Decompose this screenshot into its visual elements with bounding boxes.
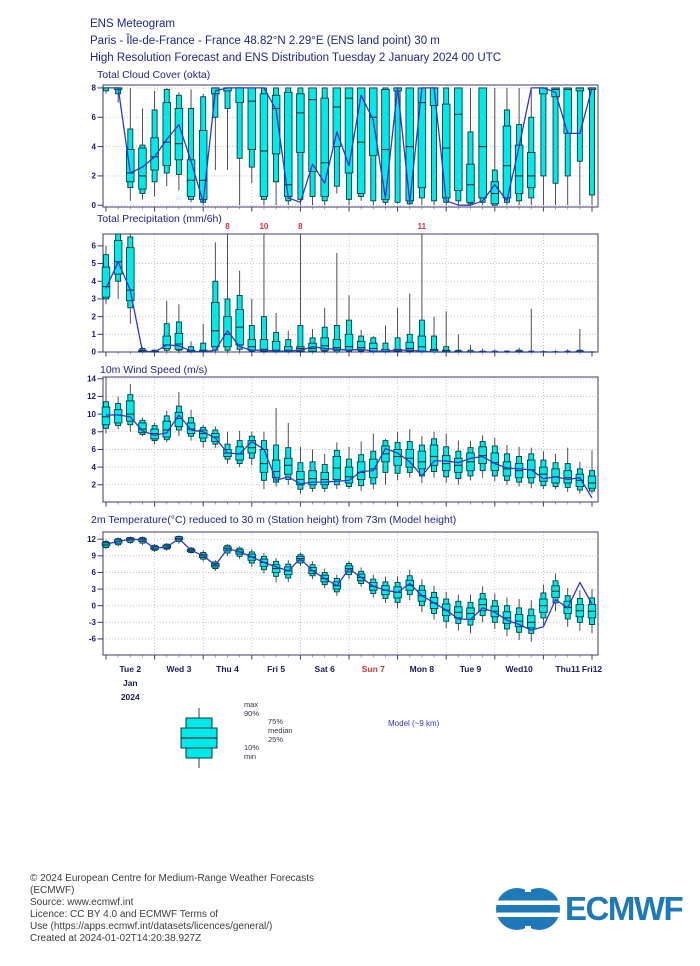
svg-text:6: 6 xyxy=(91,568,96,578)
svg-text:6: 6 xyxy=(91,445,96,455)
footer-line: Source: www.ecmwf.int xyxy=(30,897,134,908)
footer-line: Use (https://apps.ecmwf.int/datasets/licences/general/) xyxy=(30,921,273,932)
footer-attribution xyxy=(30,873,314,945)
precip-overflow-label: 8 xyxy=(298,222,303,231)
svg-text:0: 0 xyxy=(91,601,96,611)
legend-label-max: max xyxy=(244,700,259,709)
chart-title-cloud-cover: Total Cloud Cover (okta) xyxy=(97,69,211,81)
day-label: Fri 5 xyxy=(267,664,286,674)
footer-line: © 2024 European Centre for Medium-Range Weather Forecasts xyxy=(30,873,314,884)
total-cloud-cover-plot xyxy=(92,84,598,212)
legend-label-median: median xyxy=(268,726,293,735)
svg-text:3: 3 xyxy=(91,584,96,594)
legend-box-glyph xyxy=(181,708,217,768)
day-label: Sat 6 xyxy=(314,664,335,674)
precip-overflow-label: 10 xyxy=(259,222,269,231)
day-label: Thu11 xyxy=(555,664,580,674)
legend-label-min: min xyxy=(244,752,257,761)
total-precipitation-plot xyxy=(92,222,598,357)
svg-text:6: 6 xyxy=(91,241,96,251)
svg-text:2: 2 xyxy=(91,480,96,490)
precip-overflow-label: 11 xyxy=(417,222,427,231)
svg-text:4: 4 xyxy=(91,142,96,152)
svg-text:10: 10 xyxy=(87,409,96,419)
svg-text:0: 0 xyxy=(91,347,96,357)
day-label: Tue 9 xyxy=(459,664,482,674)
day-label: Wed 3 xyxy=(166,664,192,674)
ecmwf-logo-text: ECMWF xyxy=(565,890,683,927)
svg-text:8: 8 xyxy=(91,83,96,93)
wind-speed-10m-plot xyxy=(87,374,598,506)
footer-line: (ECMWF) xyxy=(30,885,75,896)
header-run-info: High Resolution Forecast and ENS Distribution Tuesday 2 January 2024 00 UTC xyxy=(90,52,502,64)
day-label: Thu 4 xyxy=(216,664,239,674)
svg-text:2: 2 xyxy=(91,171,96,181)
legend-label-p25: 25% xyxy=(268,735,284,744)
svg-text:12: 12 xyxy=(87,392,96,402)
chart-title-temperature: 2m Temperature(°C) reduced to 30 m (Station height) from 73m (Model height) xyxy=(91,514,457,526)
month-label: Jan xyxy=(122,678,138,688)
svg-text:4: 4 xyxy=(91,462,96,472)
header-location: Paris - Île-de-France - France 48.82°N 2.29°E (ENS land point) 30 m xyxy=(90,35,440,47)
day-label: Fri12 xyxy=(581,664,603,674)
day-label: Mon 8 xyxy=(409,664,435,674)
header-product-title: ENS Meteogram xyxy=(90,18,176,30)
ecmwf-logo-icon xyxy=(494,886,562,932)
svg-text:2: 2 xyxy=(91,312,96,322)
svg-text:0: 0 xyxy=(91,200,96,210)
day-label: Tue 2 xyxy=(119,664,142,674)
svg-text:-6: -6 xyxy=(88,634,96,644)
x-axis-day-labels xyxy=(120,664,603,702)
svg-text:6: 6 xyxy=(91,112,96,122)
precip-overflow-label: 8 xyxy=(225,222,230,231)
svg-text:1: 1 xyxy=(91,330,96,340)
svg-text:9: 9 xyxy=(91,551,96,561)
chart-title-wind-speed: 10m Wind Speed (m/s) xyxy=(100,364,208,376)
legend-label-p10: 10% xyxy=(244,743,260,752)
legend-model-label: Model (~9 km) xyxy=(388,719,440,728)
footer-line: Licence: CC BY 4.0 and ECMWF Terms of xyxy=(30,909,219,920)
svg-text:12: 12 xyxy=(87,534,96,544)
day-label: Sun 7 xyxy=(361,664,385,674)
svg-text:4: 4 xyxy=(91,276,96,286)
svg-text:14: 14 xyxy=(87,374,96,384)
legend-label-p75: 75% xyxy=(268,717,284,726)
year-label: 2024 xyxy=(120,692,140,702)
svg-text:-3: -3 xyxy=(88,618,96,628)
legend-label-p90: 90% xyxy=(244,709,260,718)
svg-text:5: 5 xyxy=(91,259,96,269)
footer-line: Created at 2024-01-02T14:20:38.927Z xyxy=(30,933,202,944)
temperature-2m-plot xyxy=(87,532,598,660)
day-label: Wed10 xyxy=(505,664,533,674)
chart-title-precipitation: Total Precipitation (mm/6h) xyxy=(97,213,222,225)
svg-text:8: 8 xyxy=(91,427,96,437)
svg-text:3: 3 xyxy=(91,294,96,304)
ecmwf-logo xyxy=(494,886,682,932)
